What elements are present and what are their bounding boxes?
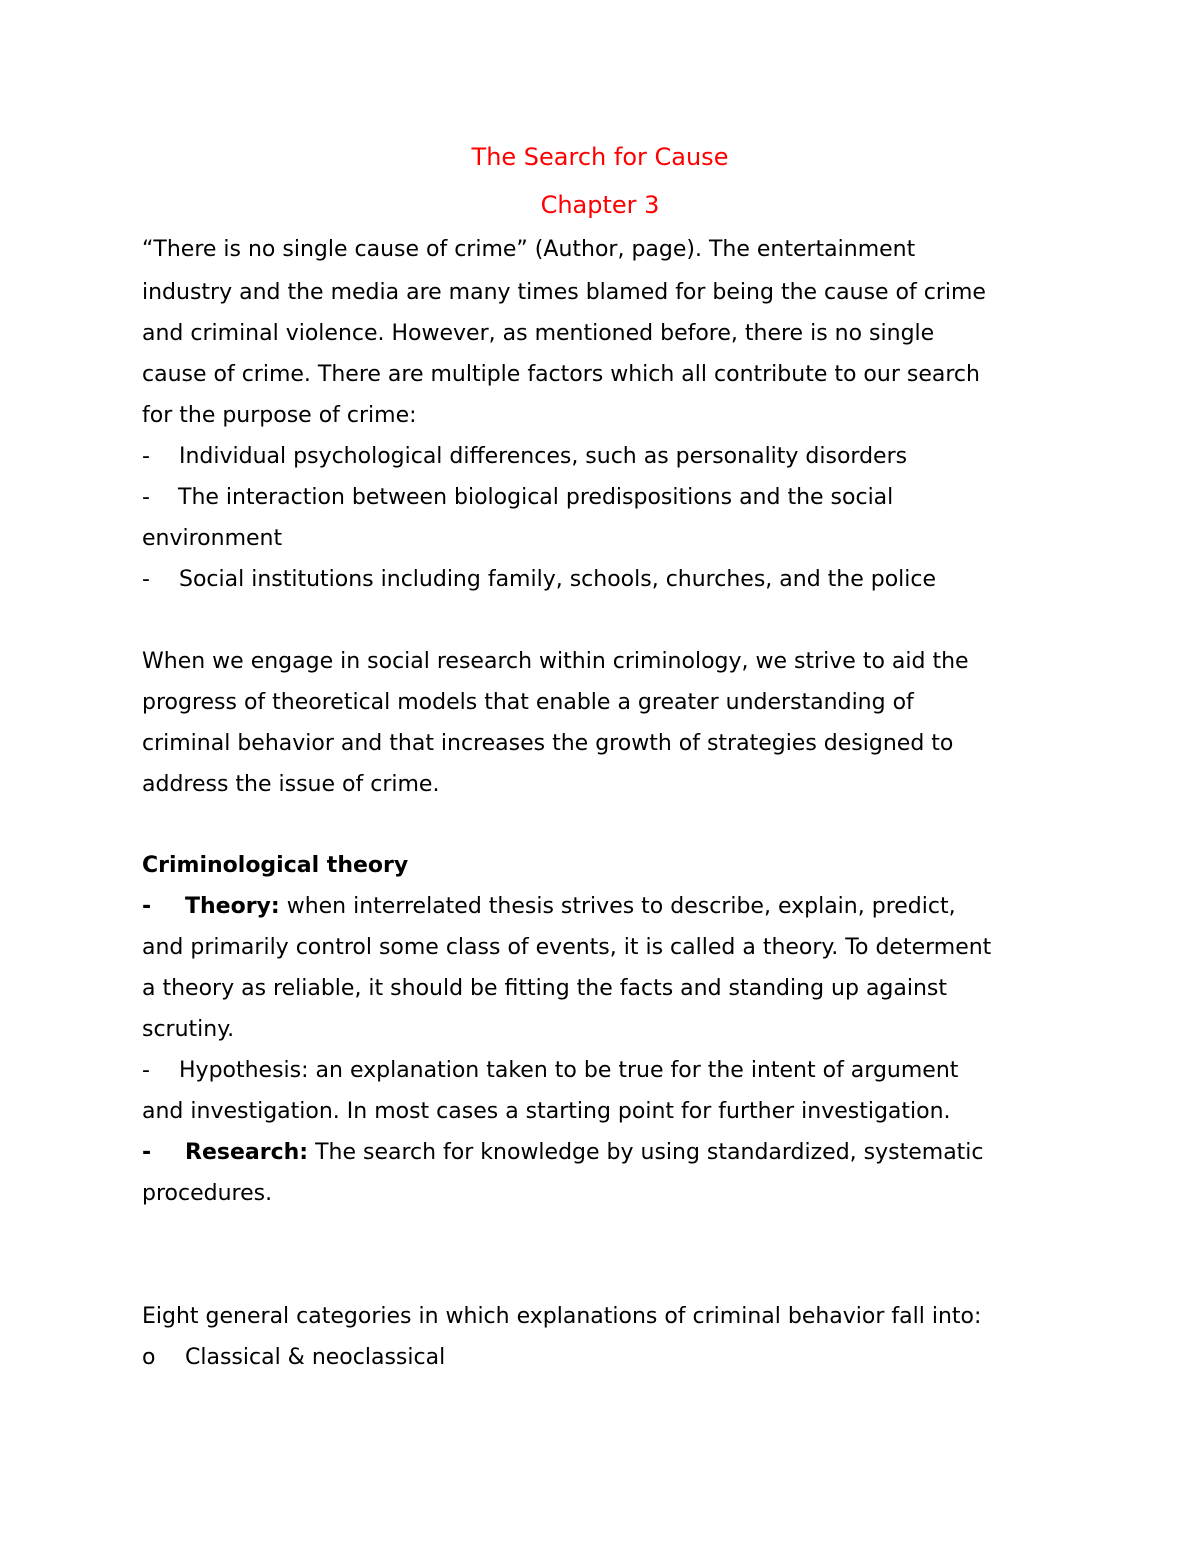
bullet-dash: - <box>142 567 150 592</box>
definition-research <box>142 1132 984 1173</box>
research-line-3: criminal behavior and that increases the growth of strategies designed to <box>142 731 954 756</box>
factor-text: The interaction between biological predispositions and the social <box>178 485 894 510</box>
bullet-dash: - <box>142 1140 152 1165</box>
bullet-circle: o <box>142 1345 156 1370</box>
definition-text: Hypothesis: an explanation taken to be true for the intent of argument <box>179 1058 959 1083</box>
intro-line-4: cause of crime. There are multiple factors which all contribute to our search <box>142 362 980 387</box>
factor-item-1 <box>142 436 907 477</box>
definition-theory-line-4: scrutiny. <box>142 1017 235 1042</box>
definition-text: when interrelated thesis strives to describe, explain, predict, <box>279 894 956 919</box>
factor-text: Social institutions including family, schools, churches, and the police <box>179 567 937 592</box>
definition-hypothesis <box>142 1050 958 1091</box>
research-line-1: When we engage in social research within criminology, we strive to aid the <box>142 649 969 674</box>
bullet-dash: - <box>142 894 152 919</box>
definition-theory-line-3: a theory as reliable, it should be fitting the facts and standing up against <box>142 976 948 1001</box>
definition-term: Research: <box>185 1140 309 1165</box>
definition-theory-line-2: and primarily control some class of events, it is called a theory. To determent <box>142 935 992 960</box>
factor-item-2 <box>142 477 893 518</box>
chapter-subtitle: Chapter 3 <box>540 191 660 219</box>
section-heading: Criminological theory <box>142 853 409 878</box>
intro-line-3: and criminal violence. However, as mentioned before, there is no single <box>142 321 935 346</box>
bullet-dash: - <box>142 444 150 469</box>
bullet-dash: - <box>142 1058 150 1083</box>
category-item-1 <box>142 1337 445 1378</box>
factor-item-3 <box>142 559 936 600</box>
research-line-2: progress of theoretical models that enable a greater understanding of <box>142 690 914 715</box>
definition-hypothesis-line-2: and investigation. In most cases a starting point for further investigation. <box>142 1099 951 1124</box>
intro-line-1: “There is no single cause of crime” (Author, page). The entertainment <box>142 237 916 262</box>
research-line-4: address the issue of crime. <box>142 772 440 797</box>
categories-intro: Eight general categories in which explanations of criminal behavior fall into: <box>142 1304 982 1329</box>
intro-line-2: industry and the media are many times blamed for being the cause of crime <box>142 280 986 305</box>
document-title: The Search for Cause <box>471 143 729 171</box>
bullet-dash: - <box>142 485 150 510</box>
factor-text: Individual psychological differences, such as personality disorders <box>179 444 908 469</box>
category-text: Classical & neoclassical <box>185 1345 446 1370</box>
definition-theory <box>142 886 956 927</box>
factor-item-2-continuation: environment <box>142 526 283 551</box>
definition-research-line-2: procedures. <box>142 1181 273 1206</box>
definition-term: Theory: <box>185 894 280 919</box>
intro-line-5: for the purpose of crime: <box>142 403 417 428</box>
definition-text: The search for knowledge by using standardized, systematic <box>308 1140 984 1165</box>
